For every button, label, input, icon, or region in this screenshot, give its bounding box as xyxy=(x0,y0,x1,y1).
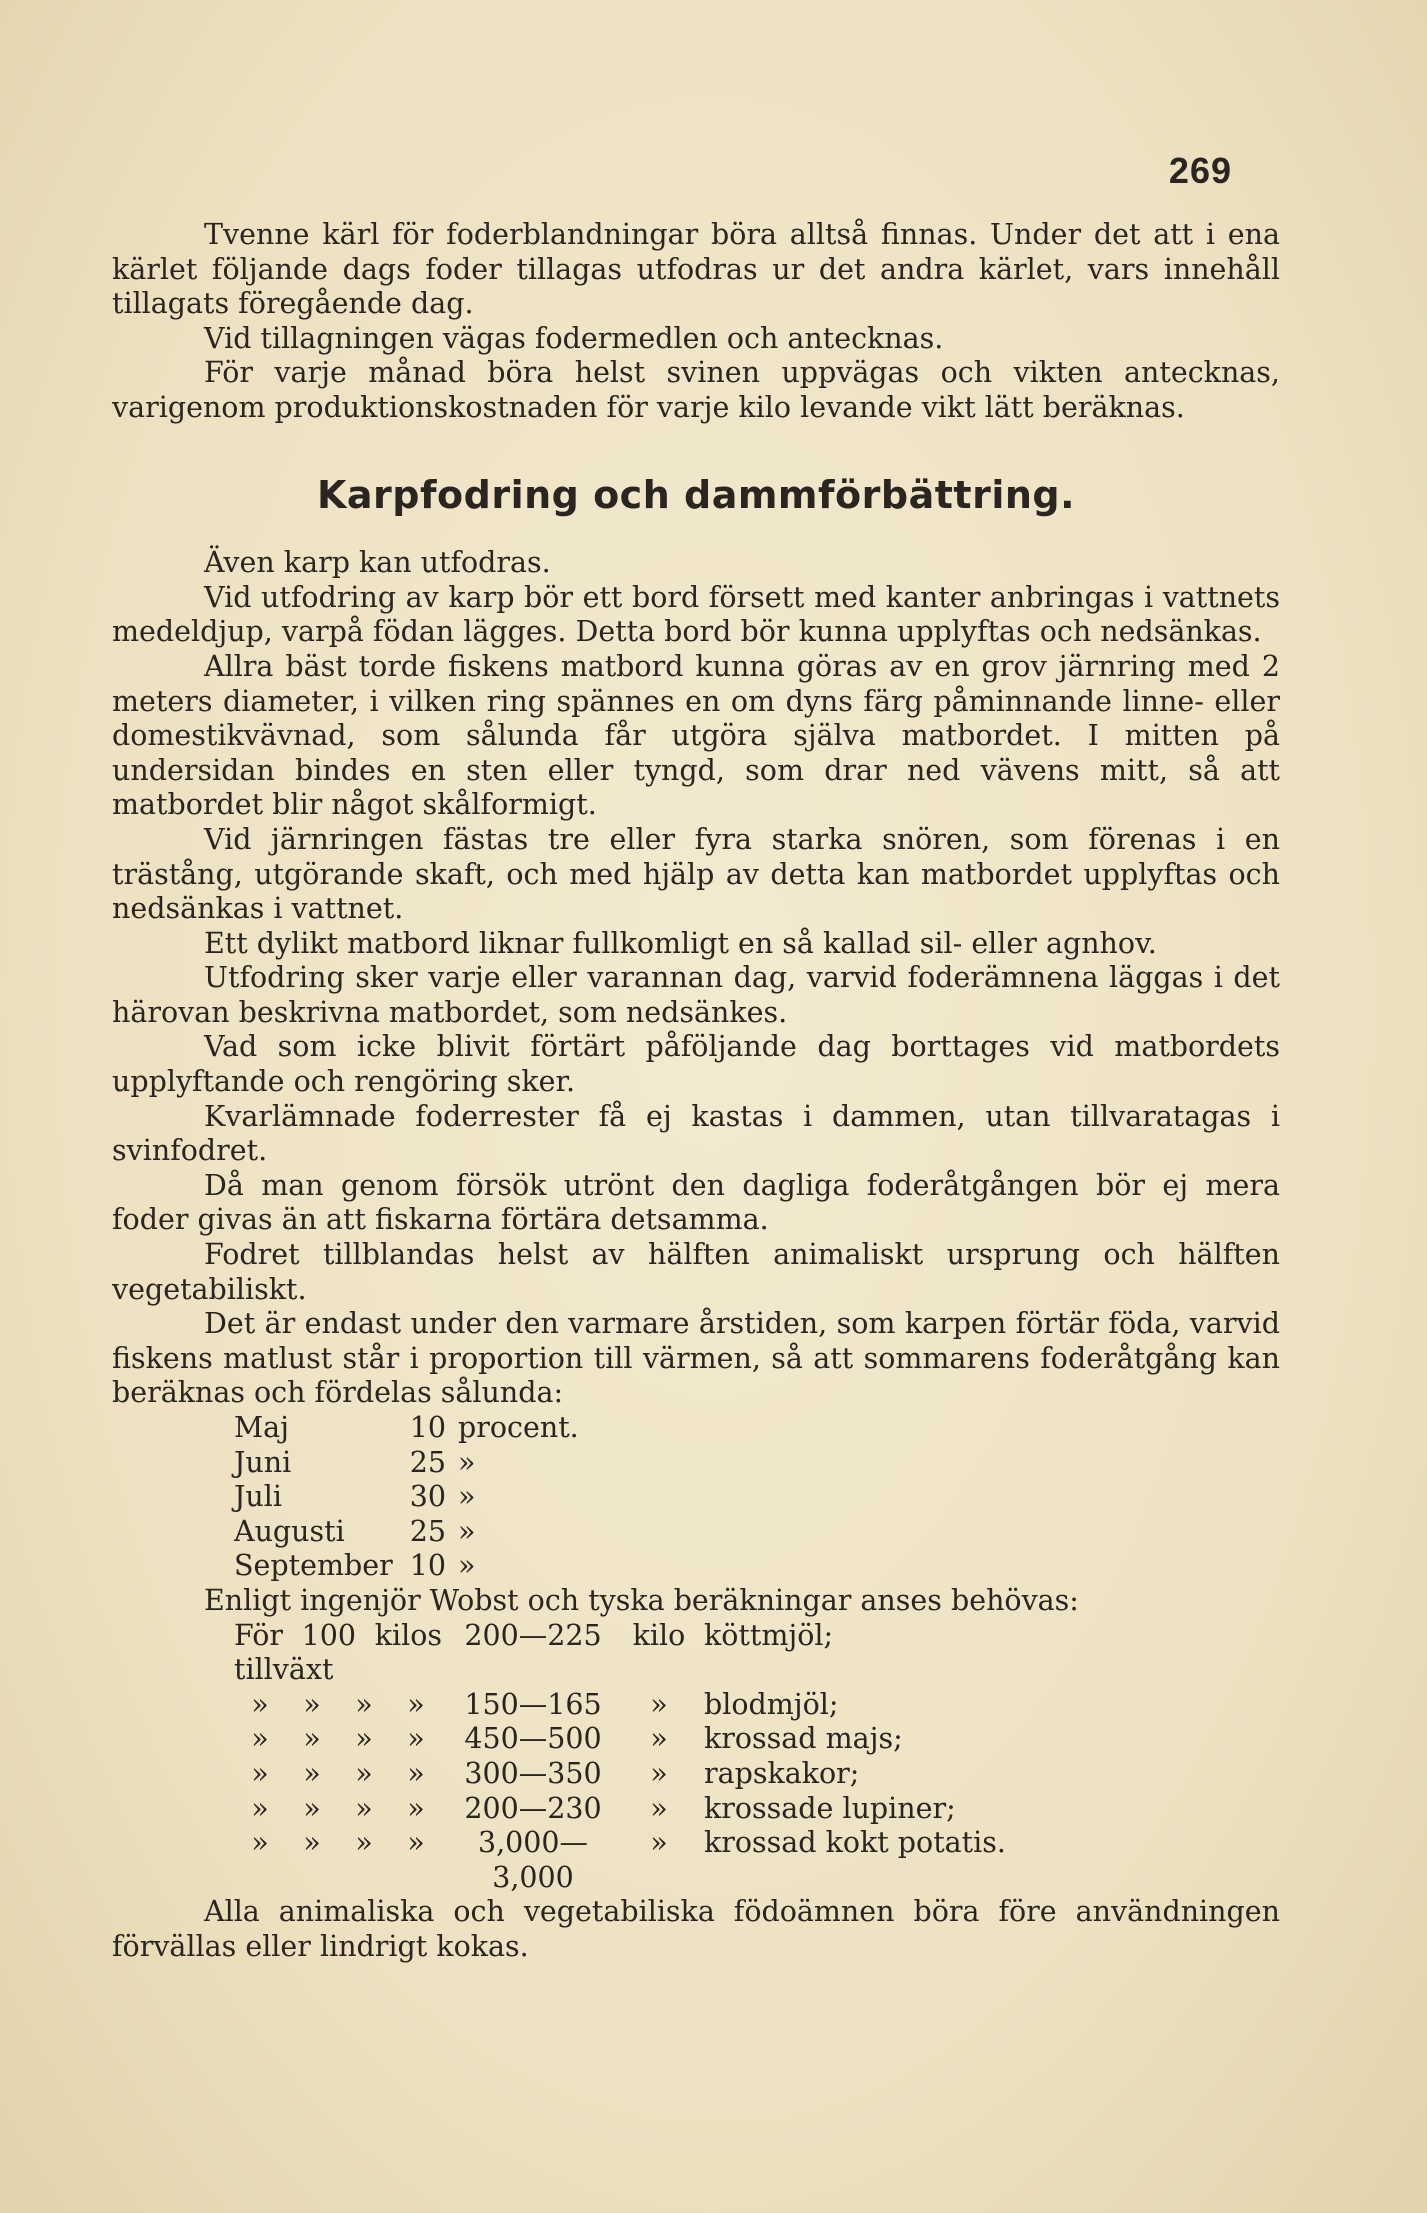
table-row xyxy=(234,1411,579,1446)
closing-paragraph: Alla animaliska och vegetabiliska födoämnen böra före användningen förvällas eller lindrigt kokas. xyxy=(112,1895,1280,1963)
ditto-mark: » xyxy=(355,1791,373,1825)
ditto-mark: » xyxy=(251,1826,269,1860)
feed-item-cell: köttmjöl; xyxy=(704,1618,834,1652)
prefix-cell: För 100 kilos tillväxt xyxy=(234,1618,442,1687)
feed-item-cell: krossad majs; xyxy=(704,1722,903,1756)
ditto-mark: » xyxy=(303,1722,321,1756)
page-number: 269 xyxy=(1168,150,1232,191)
ditto-mark: » xyxy=(355,1722,373,1756)
feed-requirements-table xyxy=(234,1619,1006,1896)
month-cell: Juli xyxy=(234,1480,283,1514)
paragraph: Utfodring sker varje eller varannan dag, varvid foderämnena läggas i det härovan beskrivna matbordet, som nedsänkes. xyxy=(112,961,1280,1029)
unit-cell: » xyxy=(650,1756,668,1790)
range-cell: 200—225 xyxy=(464,1618,602,1652)
paragraph: Allra bäst torde fiskens matbord kunna göras av en grov järnring med 2 meters diameter, i vilken ring spännes en om dyns färg påminnande linne- eller domestikvävnad, som sålunda får utgöra själva matbordet. I mitten på undersidan bindes en sten eller tyngd, som drar ned vävens mitt, så att matbordet blir något skålformigt. xyxy=(112,649,1280,822)
range-cell: 150—165 xyxy=(464,1687,602,1721)
feed-item-cell: krossade lupiner; xyxy=(704,1791,956,1825)
table-row xyxy=(234,1480,579,1515)
month-cell: Juni xyxy=(234,1445,292,1479)
unit-cell: » xyxy=(650,1826,668,1860)
ditto-mark: » xyxy=(355,1756,373,1790)
percent-cell: 10 xyxy=(409,1411,446,1444)
monthly-feed-table xyxy=(234,1411,579,1584)
range-cell: 300—350 xyxy=(464,1756,602,1790)
month-cell: September xyxy=(234,1549,393,1583)
percent-cell: 25 xyxy=(409,1514,446,1548)
range-cell: 3,000—3,000 xyxy=(477,1826,589,1894)
table-row xyxy=(234,1549,579,1584)
feed-item-cell: rapskakor; xyxy=(704,1756,860,1790)
page-body xyxy=(112,218,1280,1965)
feed-item-cell: blodmjöl; xyxy=(704,1687,839,1721)
ditto-mark: » xyxy=(407,1687,425,1721)
ditto-mark: » xyxy=(303,1791,321,1825)
table-row xyxy=(234,1722,1006,1757)
ditto-mark: » xyxy=(251,1722,269,1756)
paragraph: Vid utfodring av karp bör ett bord försett med kanter anbringas i vattnets medeldjup, varpå födan lägges. Detta bord bör kunna upplyftas och nedsänkas. xyxy=(112,580,1280,649)
ditto-mark: » xyxy=(407,1722,425,1756)
unit-cell: kilo xyxy=(632,1618,686,1652)
table-row xyxy=(234,1757,1006,1792)
paragraph: Ett dylikt matbord liknar fullkomligt en så kallad sil- eller agnhov. xyxy=(204,926,1157,960)
intro-paragraph: Tvenne kärl för foderblandningar böra alltså finnas. Under det att i ena kärlet följande dags foder tillagas utfodras ur det andra kärlet, vars innehåll tillagats föregående dag. xyxy=(112,218,1280,321)
wobst-intro: Enligt ingenjör Wobst och tyska beräkningar anses behövas: xyxy=(204,1583,1079,1617)
unit-cell: procent. xyxy=(458,1411,579,1444)
paragraph: Fodret tillblandas helst av hälften animaliskt ursprung och hälften vegetabiliskt. xyxy=(112,1238,1280,1306)
ditto-mark: » xyxy=(355,1687,373,1721)
unit-cell: » xyxy=(458,1549,476,1583)
ditto-mark: » xyxy=(251,1687,269,1721)
table-row xyxy=(234,1515,579,1550)
ditto-mark: » xyxy=(303,1826,321,1860)
table-row xyxy=(234,1826,1006,1895)
percent-cell: 25 xyxy=(409,1445,446,1479)
percent-cell: 10 xyxy=(409,1549,446,1583)
ditto-mark: » xyxy=(251,1756,269,1790)
ditto-mark: » xyxy=(407,1756,425,1790)
month-cell: Maj xyxy=(234,1411,290,1444)
intro-paragraph: För varje månad böra helst svinen uppvägas och vikten antecknas, varigenom produktionskostnaden för varje kilo levande vikt lätt beräknas. xyxy=(112,356,1280,424)
paragraph: Även karp kan utfodras. xyxy=(204,546,551,580)
unit-cell: » xyxy=(458,1480,476,1514)
ditto-mark: » xyxy=(407,1791,425,1825)
range-cell: 200—230 xyxy=(464,1791,602,1825)
paragraph: Det är endast under den varmare årstiden, som karpen förtär föda, varvid fiskens matlust står i proportion till värmen, så att sommarens foderåtgång kan beräknas och fördelas sålunda: xyxy=(112,1307,1280,1410)
ditto-mark: » xyxy=(251,1791,269,1825)
paragraph: Vad som icke blivit förtärt påföljande dag borttages vid matbordets upplyftande och rengöring sker. xyxy=(112,1030,1280,1099)
ditto-mark: » xyxy=(355,1826,373,1860)
table-row xyxy=(234,1688,1006,1723)
unit-cell: » xyxy=(458,1514,476,1548)
month-cell: Augusti xyxy=(234,1514,345,1548)
section-title: Karpfodring och dammförbättring. xyxy=(316,472,1076,517)
ditto-mark: » xyxy=(407,1826,425,1860)
unit-cell: » xyxy=(650,1722,668,1756)
unit-cell: » xyxy=(650,1687,668,1721)
unit-cell: » xyxy=(650,1791,668,1825)
paragraph: Vid järnringen fästas tre eller fyra starka snören, som förenas i en trästång, utgörande skaft, och med hjälp av detta kan matbordet upplyftas och nedsänkas i vattnet. xyxy=(112,822,1280,926)
range-cell: 450—500 xyxy=(464,1722,602,1756)
table-row xyxy=(234,1792,1006,1827)
ditto-mark: » xyxy=(303,1687,321,1721)
table-row xyxy=(234,1619,1006,1688)
paragraph: Då man genom försök utrönt den dagliga foderåtgången bör ej mera foder givas än att fiskarna förtära detsamma. xyxy=(112,1168,1280,1237)
unit-cell: » xyxy=(458,1445,476,1479)
percent-cell: 30 xyxy=(409,1480,446,1514)
ditto-mark: » xyxy=(303,1756,321,1790)
table-row xyxy=(234,1446,579,1481)
feed-item-cell: krossad kokt potatis. xyxy=(704,1826,1006,1860)
paragraph: Kvarlämnade foderrester få ej kastas i dammen, utan tillvaratagas i svinfodret. xyxy=(112,1099,1280,1168)
intro-paragraph: Vid tillagningen vägas fodermedlen och antecknas. xyxy=(204,321,944,355)
